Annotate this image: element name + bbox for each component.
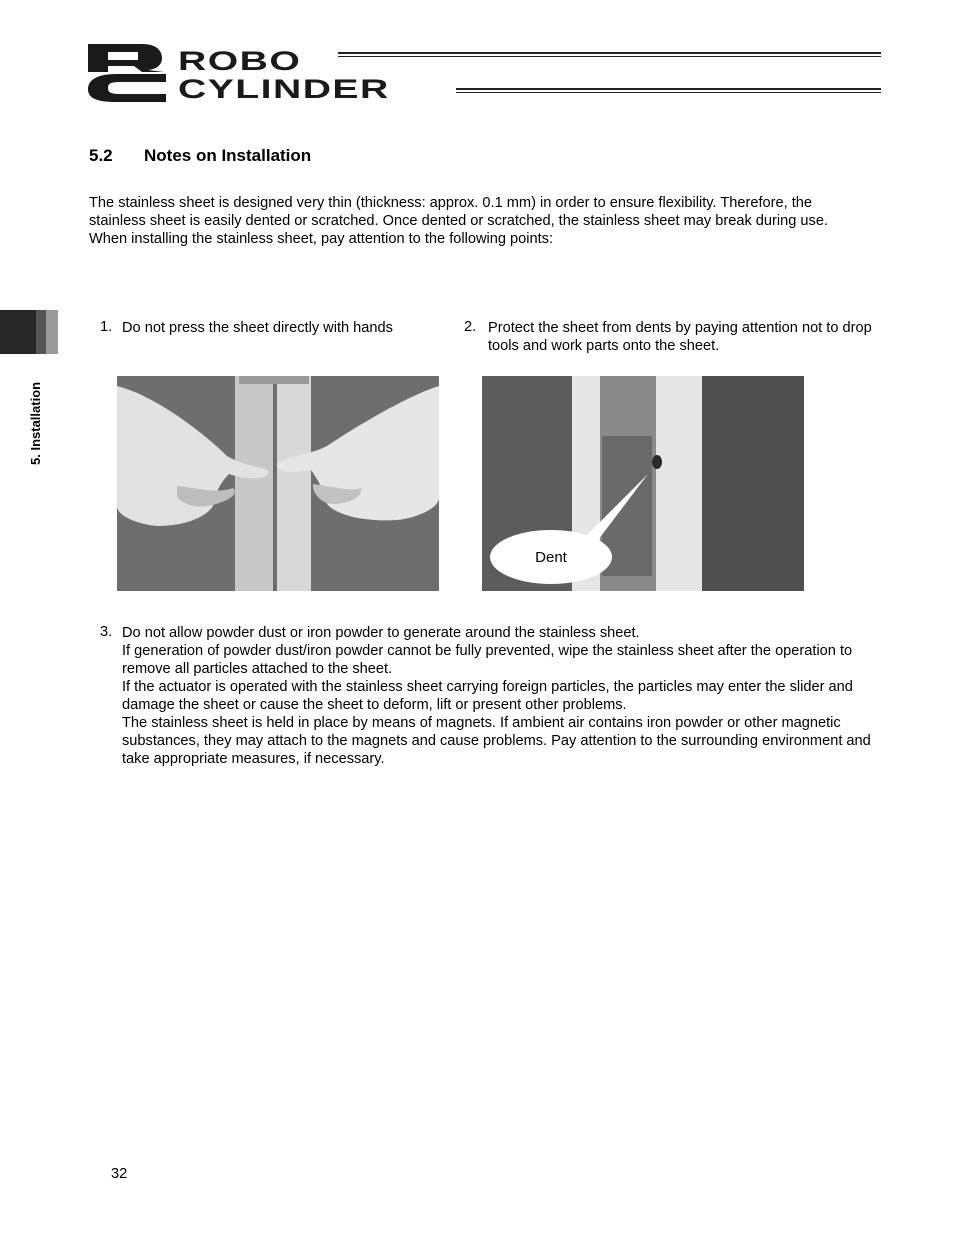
dent-callout-label: Dent (490, 530, 612, 584)
section-heading (89, 146, 311, 166)
item-3-line: Do not allow powder dust or iron powder to generate around the stainless sheet. (122, 625, 640, 641)
photo-hands-on-sheet (117, 376, 439, 591)
side-tab-marker (0, 310, 36, 354)
item-3-text (122, 624, 877, 768)
robo-cylinder-logo (86, 42, 886, 104)
item-1-number: 1. (100, 319, 113, 335)
rc-logo-mark (86, 42, 172, 104)
header-rule-bottom (456, 88, 881, 93)
side-tab-marker-light (46, 310, 58, 354)
section-number: 5.2 (89, 146, 113, 165)
intro-text (89, 194, 869, 248)
hands-illustration (117, 376, 439, 591)
intro-paragraph: When installing the stainless sheet, pay attention to the following points: (89, 231, 554, 247)
item-3-line: If the actuator is operated with the stainless sheet carrying foreign particles, the particles may enter the slider and damage the sheet or cause the sheet to deform, lift or present other problems. (122, 679, 853, 713)
logo-text-robo: ROBO (178, 46, 302, 76)
side-chapter-label: 5. Installation (28, 381, 43, 465)
page-number: 32 (111, 1166, 128, 1182)
header-rule-top (338, 52, 881, 57)
item-3-line: If generation of powder dust/iron powder cannot be fully prevented, wipe the stainless sheet after the operation to remove all particles attached to the sheet. (122, 643, 853, 677)
section-title: Notes on Installation (144, 146, 312, 165)
intro-paragraph: The stainless sheet is designed very thin (thickness: approx. 0.1 mm) in order to ensure flexibility. Therefore, the stainless sheet is easily dented or scratched. Once dented or scratched, the stainless sheet may break during use. (89, 195, 829, 229)
side-tab-marker-mid (36, 310, 46, 354)
item-3-line: The stainless sheet is held in place by means of magnets. If ambient air contains iron powder or other magnetic substances, they may attach to the magnets and cause problems. Pay attention to the surrounding environment and take appropriate measures, if necessary. (122, 715, 871, 767)
item-3-number: 3. (100, 624, 113, 640)
item-2-text: Protect the sheet from dents by paying attention not to drop tools and work parts onto the sheet. (488, 320, 872, 354)
logo-text-cylinder: CYLINDER (178, 74, 390, 104)
item-2-number: 2. (464, 319, 477, 335)
photo-dent-on-sheet (482, 376, 804, 591)
item-1-text: Do not press the sheet directly with hands (122, 320, 393, 336)
